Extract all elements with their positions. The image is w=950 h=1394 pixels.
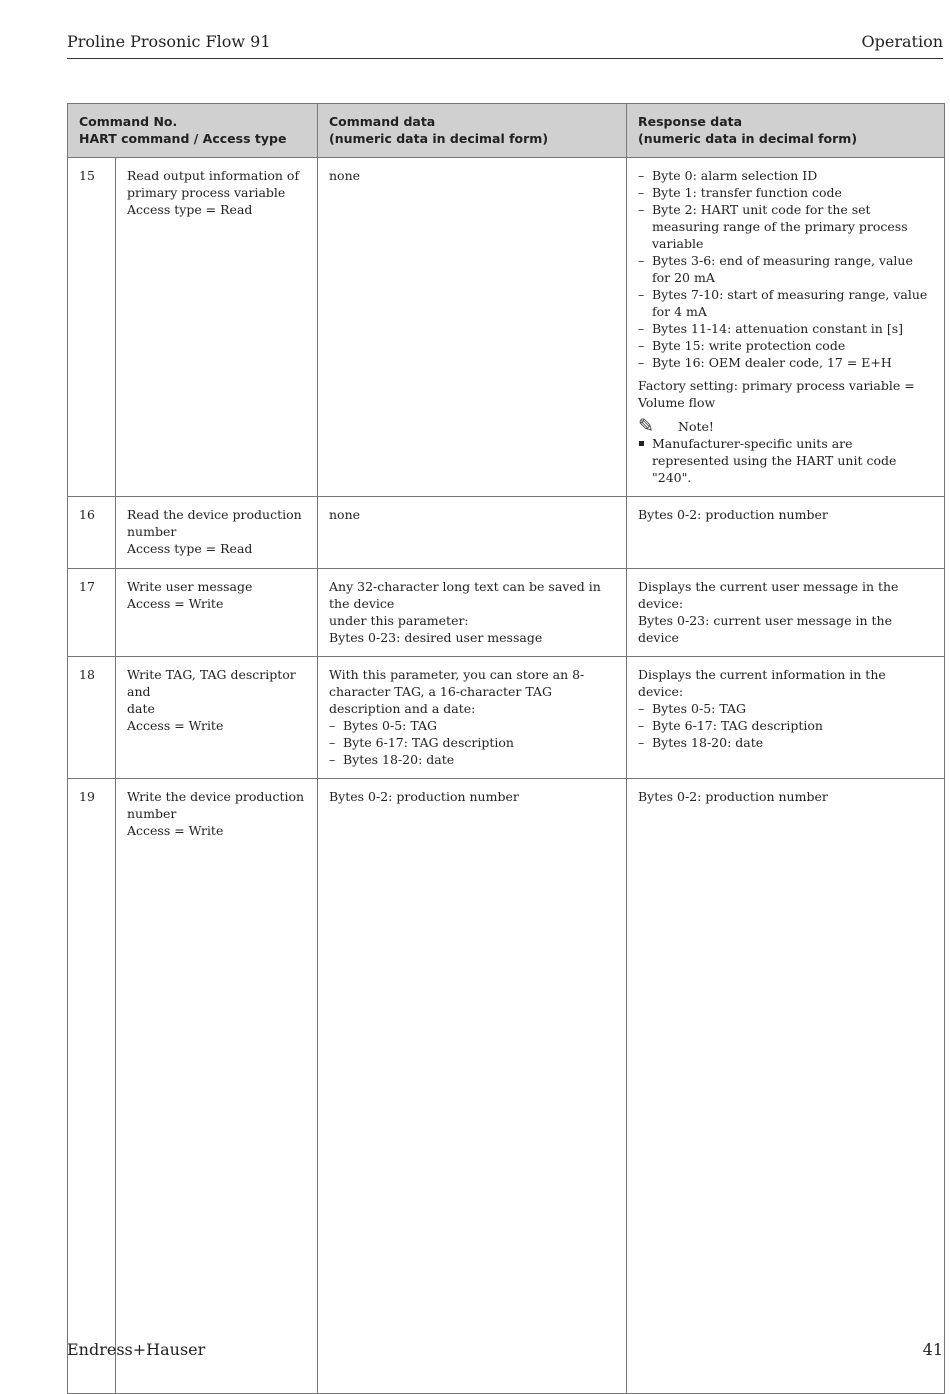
table-row xyxy=(68,497,945,569)
list-item: – Bytes 18-20: date xyxy=(329,751,615,768)
response-data: Bytes 0-2: production number xyxy=(627,497,945,569)
header-command-no: Command No. HART command / Access type xyxy=(68,104,318,158)
command-data-list xyxy=(329,717,615,768)
list-item: – Byte 16: OEM dealer code, 17 = E+H xyxy=(638,354,933,371)
table-row xyxy=(68,158,945,497)
note-label: Note! xyxy=(678,418,714,434)
hart-command-table xyxy=(67,103,945,1394)
page-footer xyxy=(67,1340,943,1362)
list-item: – Byte 6-17: TAG description xyxy=(638,717,933,734)
command-number: 17 xyxy=(68,569,116,657)
page-number: 41 xyxy=(922,1340,943,1359)
command-number: 16 xyxy=(68,497,116,569)
factory-setting: Factory setting: primary process variable = Volume flow xyxy=(638,378,915,410)
table-row xyxy=(68,779,945,1394)
command-description: Write TAG, TAG descriptor and date Access = Write xyxy=(116,657,318,779)
note-heading xyxy=(638,417,933,435)
page-header xyxy=(67,30,943,59)
response-list xyxy=(638,700,933,751)
command-description: Read the device production number Access type = Read xyxy=(116,497,318,569)
list-item: – Byte 2: HART unit code for the set measuring range of the primary process variable xyxy=(638,201,933,252)
command-number: 18 xyxy=(68,657,116,779)
section-title: Operation xyxy=(861,32,943,51)
command-data: none xyxy=(318,497,627,569)
note-bullet: Manufacturer-specific units are represented using the HART unit code "240". xyxy=(638,435,933,486)
list-item: – Bytes 18-20: date xyxy=(638,734,933,751)
table-header-row xyxy=(68,104,945,158)
document-title: Proline Prosonic Flow 91 xyxy=(67,32,271,51)
list-item: – Byte 15: write protection code xyxy=(638,337,933,354)
command-data: none xyxy=(318,158,627,497)
command-number: 15 xyxy=(68,158,116,497)
pencil-note-icon: ✎ xyxy=(638,415,654,437)
brand-name: Endress+Hauser xyxy=(67,1340,206,1359)
response-data xyxy=(627,158,945,497)
table-row xyxy=(68,569,945,657)
list-item: – Bytes 11-14: attenuation constant in [s] xyxy=(638,320,933,337)
list-item: – Bytes 0-5: TAG xyxy=(329,717,615,734)
response-data: Displays the current information in the device: – Bytes 0-5: TAG – Byte 6-17: TAG description – Bytes 18-20: date xyxy=(627,657,945,779)
list-item: – Bytes 0-5: TAG xyxy=(638,700,933,717)
command-description: Read output information of primary process variable Access type = Read xyxy=(116,158,318,497)
table-row xyxy=(68,657,945,779)
list-item: – Byte 1: transfer function code xyxy=(638,184,933,201)
list-item: – Bytes 3-6: end of measuring range, value for 20 mA xyxy=(638,252,933,286)
response-list xyxy=(638,167,933,371)
list-item: – Byte 6-17: TAG description xyxy=(329,734,615,751)
note-list xyxy=(638,435,933,486)
command-description: Write user message Access = Write xyxy=(116,569,318,657)
list-item: – Byte 0: alarm selection ID xyxy=(638,167,933,184)
command-data: Bytes 0-2: production number xyxy=(318,779,627,1394)
list-item: – Bytes 7-10: start of measuring range, value for 4 mA xyxy=(638,286,933,320)
response-data: Displays the current user message in the device: Bytes 0-23: current user message in the device xyxy=(627,569,945,657)
command-data: With this parameter, you can store an 8-character TAG, a 16-character TAG description and a date: – Bytes 0-5: TAG – Byte 6-17: TAG description – Bytes 18-20: date xyxy=(318,657,627,779)
header-command-data: Command data (numeric data in decimal form) xyxy=(318,104,627,158)
header-response-data: Response data (numeric data in decimal form) xyxy=(627,104,945,158)
response-data: Bytes 0-2: production number xyxy=(627,779,945,1394)
command-data: Any 32-character long text can be saved in the device under this parameter: Bytes 0-23: desired user message xyxy=(318,569,627,657)
command-description: Write the device production number Access = Write xyxy=(116,779,318,1394)
command-number: 19 xyxy=(68,779,116,1394)
